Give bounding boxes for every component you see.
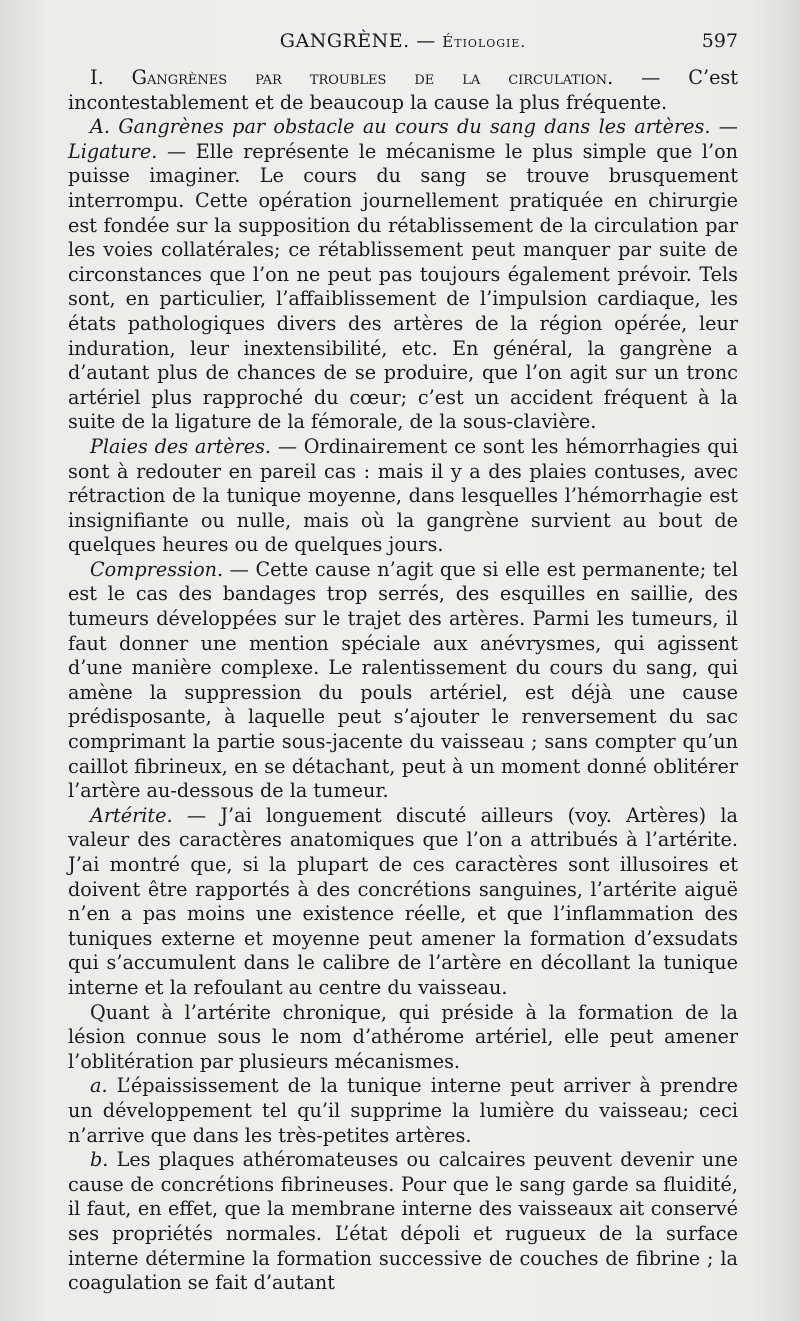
running-head-main: GANGRÈNE. —	[279, 30, 436, 52]
paragraph-text: — Elle représente le mécanisme le plus simple que l’on puisse imaginer. Le cours du sang se trouve brusquement interrompu. Cette opération journellement pratiquée en chirurgie est fondée sur la supposition du rétablissement de la circulation par les voies collatérales; ce rétablissement peut manquer par suite de circonstances que l’on ne peut pas toujours également prévoir. Tels sont, en particulier, l’affaiblissement de l’impulsion cardiaque, les états pathologiques divers des artères de la région opérée, leur induration, leur inextensibilité, etc. En général, la gangrène a d’autant plus de chances de se produire, que l’on agit sur un tronc artériel plus rapproché du cœur; c’est un accident fréquent à la suite de la ligature de la fémorale, de la sous-clavière.	[68, 139, 738, 434]
body-text	[68, 66, 738, 1296]
paragraph-text: Quant à l’artérite chronique, qui préside à la formation de la lésion connue sous le nom d’athérome artériel, elle peut amener l’oblitération par plusieurs mécanismes.	[68, 1000, 738, 1073]
subsection-heading: Plaies des artères.	[90, 434, 272, 458]
paragraph	[68, 558, 738, 804]
section-heading: I. Gangrènes par troubles de la circulation.	[90, 66, 614, 89]
running-header	[68, 30, 738, 58]
page-number: 597	[701, 30, 738, 52]
subsection-heading: Compression.	[90, 557, 224, 581]
list-marker: b.	[90, 1148, 109, 1172]
paragraph	[68, 1074, 738, 1148]
paragraph	[68, 1001, 738, 1075]
paragraph-text: — Cette cause n’agit que si elle est permanente; tel est le cas des bandages trop serrés, des esquilles en saillie, des tumeurs développées sur le trajet des artères. Parmi les tumeurs, il faut donner une mention spéciale aux anévrysmes, qui agissent d’une manière complexe. Le ralentissement du cours du sang, qui amène la suppression du pouls artériel, est déjà une cause prédisposante, à laquelle peut s’ajouter le renversement du sac comprimant la partie sous-jacente du vaisseau ; sans compter qu’un caillot fibrineux, en se détachant, peut à un moment donné oblitérer l’artère au-dessous de la tumeur.	[68, 557, 738, 803]
paragraph	[68, 435, 738, 558]
subsection-heading: A. Gangrènes par obstacle au cours du sang dans les artères. — Ligature.	[68, 115, 738, 163]
paragraph	[68, 66, 738, 115]
subsection-heading: Artérite.	[90, 803, 173, 827]
paragraph	[68, 1148, 738, 1296]
paragraph-text: — J’ai longuement discuté ailleurs (voy. Artères) la valeur des caractères anatomiques que l’on a attribués à l’artérite. J’ai montré que, si la plupart de ces caractères sont illusoires et doivent être rapportés à des concrétions sanguines, l’artérite aiguë n’en a pas moins une existence réelle, et que l’inflammation des tuniques externe et moyenne peut amener la formation d’exsudats qui s’accumulent dans le calibre de l’artère en décollant la tunique interne et la refoulant au centre du vaisseau.	[68, 803, 738, 999]
paragraph-text: Les plaques athéromateuses ou calcaires peuvent devenir une cause de concrétions fibrineuses. Pour que le sang garde sa fluidité, il faut, en effet, que la membrane interne des vaisseaux ait conservé ses propriétés normales. L’état dépoli et rugueux de la surface interne détermine la formation successive de couches de fibrine ; la coagulation se fait d’autant	[68, 1148, 738, 1295]
paragraph	[68, 804, 738, 1001]
running-head-sub: Étiologie.	[442, 33, 527, 51]
paragraph-text: — Ordinairement ce sont les hémorrhagies qui sont à redouter en pareil cas : mais il y a des plaies contuses, avec rétraction de la tunique moyenne, dans lesquelles l’hémorrhagie est insignifiante ou nulle, mais où la gangrène survient au bout de quelques heures ou de quelques jours.	[68, 434, 738, 557]
paragraph-text: — C’est incontestablement et de beaucoup la cause la plus fréquente.	[68, 66, 738, 114]
paragraph-text: L’épaississement de la tunique interne peut arriver à prendre un développement tel qu’il supprime la lumière du vaisseau; ceci n’arrive que dans les très-petites artères.	[68, 1074, 738, 1147]
paragraph	[68, 115, 738, 435]
running-head-title	[68, 30, 738, 52]
list-marker: a.	[90, 1074, 108, 1098]
